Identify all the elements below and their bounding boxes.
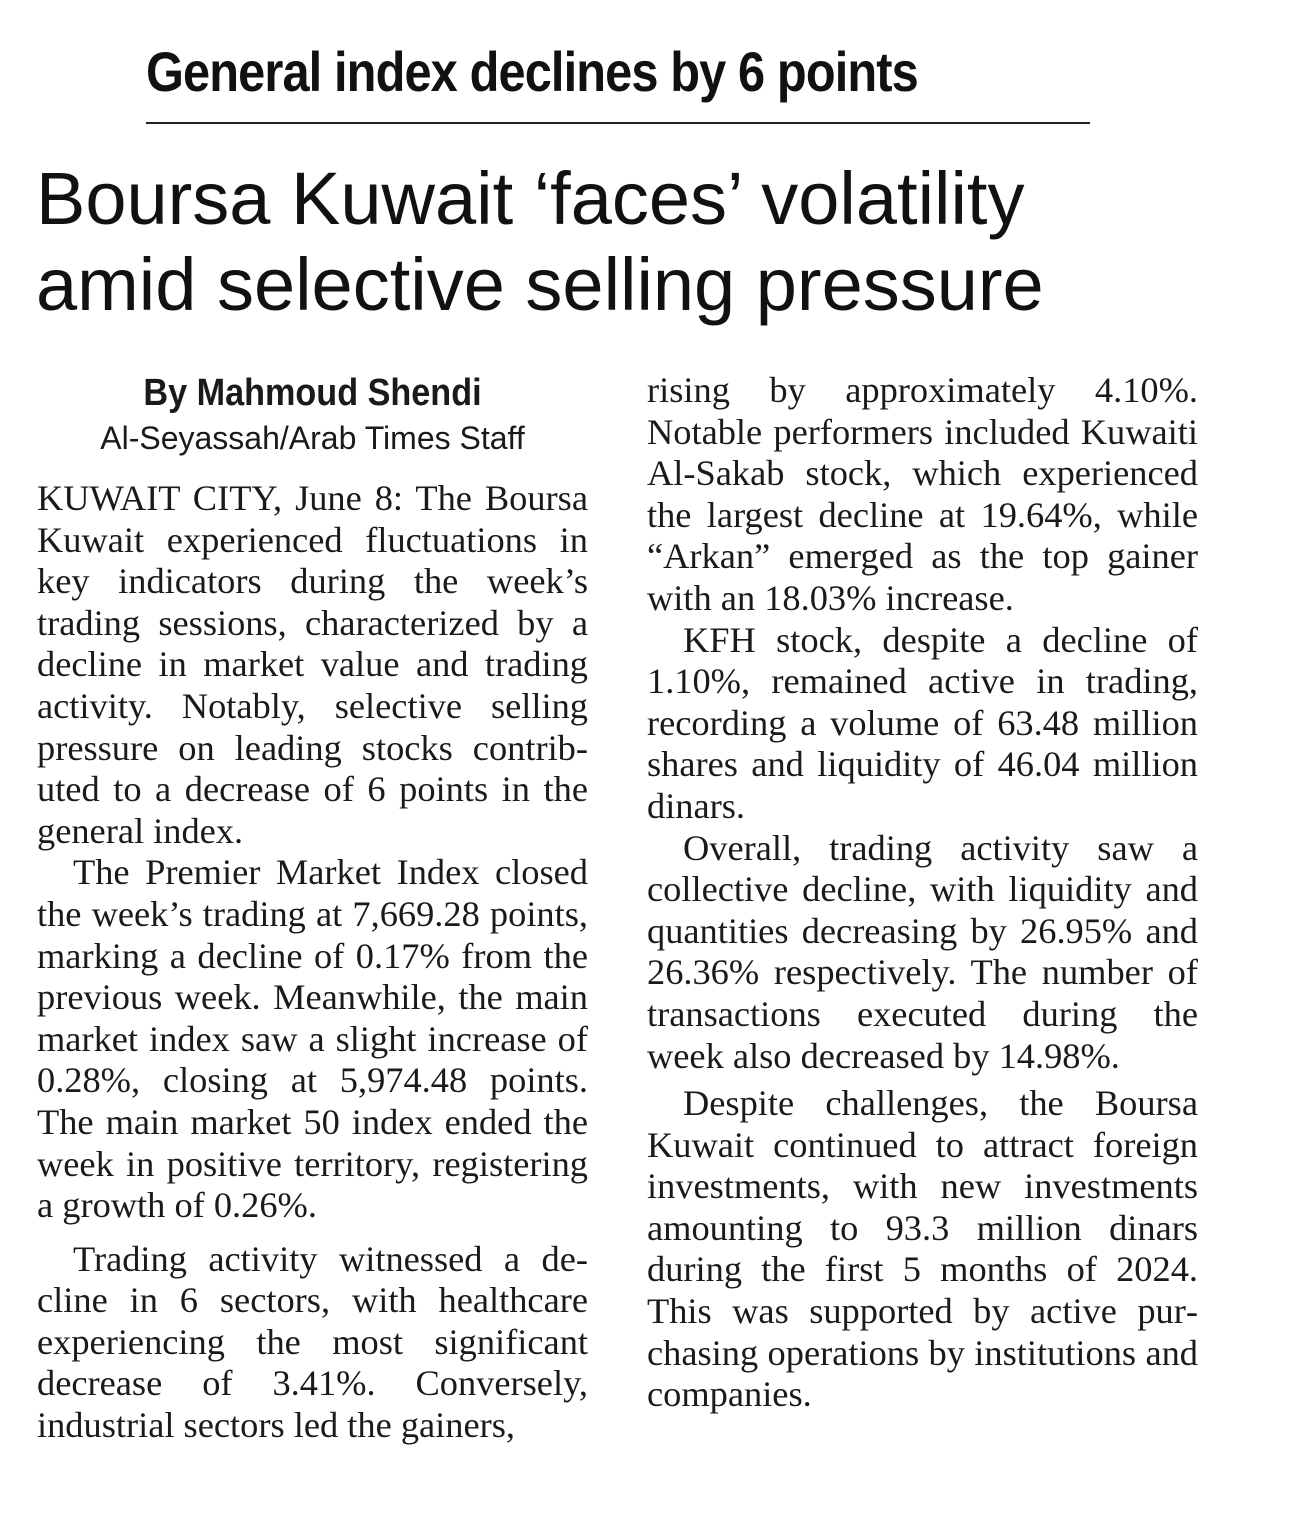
kicker-divider (146, 122, 1090, 124)
paragraph-performers: rising by approximately 4.10%. Notable performers included Kuwaiti Al-Sakab stock, which experienced the largest decline at 19.64%, while “Arkan” emerged as the top gainer with an 18.03% increase. (647, 370, 1198, 618)
article-column-left (37, 370, 588, 1447)
headline-line-2: amid selective selling pressure (36, 243, 1044, 326)
paragraph-dateline: KUWAIT CITY, June 8: The Boursa Kuwait experienced fluctuations in key indicators during the week’s trading sessions, characterized by a decline in market value and trading activity. Notably, selective selling pressure on leading stocks contributed to a decrease of 6 points in the general index. (37, 478, 588, 851)
staff-credit: Al-Seyassah/Arab Times Staff (100, 420, 525, 456)
paragraph-premier-index: The Premier Market Index closed the week’s trading at 7,669.28 points, marking a decline of 0.17% from the previous week. Meanwhile, the main market index saw a slight increase of 0.28%, closing at 5,974.48 points. The main market 50 index ended the week in positive territory, registering a growth of 0.26%. (37, 852, 588, 1226)
article-column-right (647, 370, 1198, 1416)
headline-line-1: Boursa Kuwait ‘faces’ volatility (36, 157, 1025, 240)
paragraph-kfh: KFH stock, despite a decline of 1.10%, remained active in trading, recording a volume of 63.48 million shares and liquidity of 46.04 million dinars. (647, 619, 1198, 826)
main-headline (36, 156, 1216, 328)
kicker-headline: General index declines by 6 points (146, 40, 918, 103)
byline: By Mahmoud Shendi (143, 372, 482, 414)
paragraph-investments: Despite challenges, the Boursa Kuwait continued to attract foreign investments, with new investments amounting to 93.3 million dinars during the first 5 months of 2024. This was supported by active purchasing operations by institutions and companies. (647, 1083, 1198, 1415)
paragraph-overall: Overall, trading activity saw a collective decline, with liquidity and quantities decreasing by 26.95% and 26.36% respectively. The number of transactions executed during the week also decreased by 14.98%. (647, 827, 1198, 1076)
paragraph-sectors: Trading activity witnessed a decline in 6 sectors, with healthcare experiencing the most significant decrease of 3.41%. Conversely, industrial sectors led the gainers, (37, 1238, 588, 1446)
